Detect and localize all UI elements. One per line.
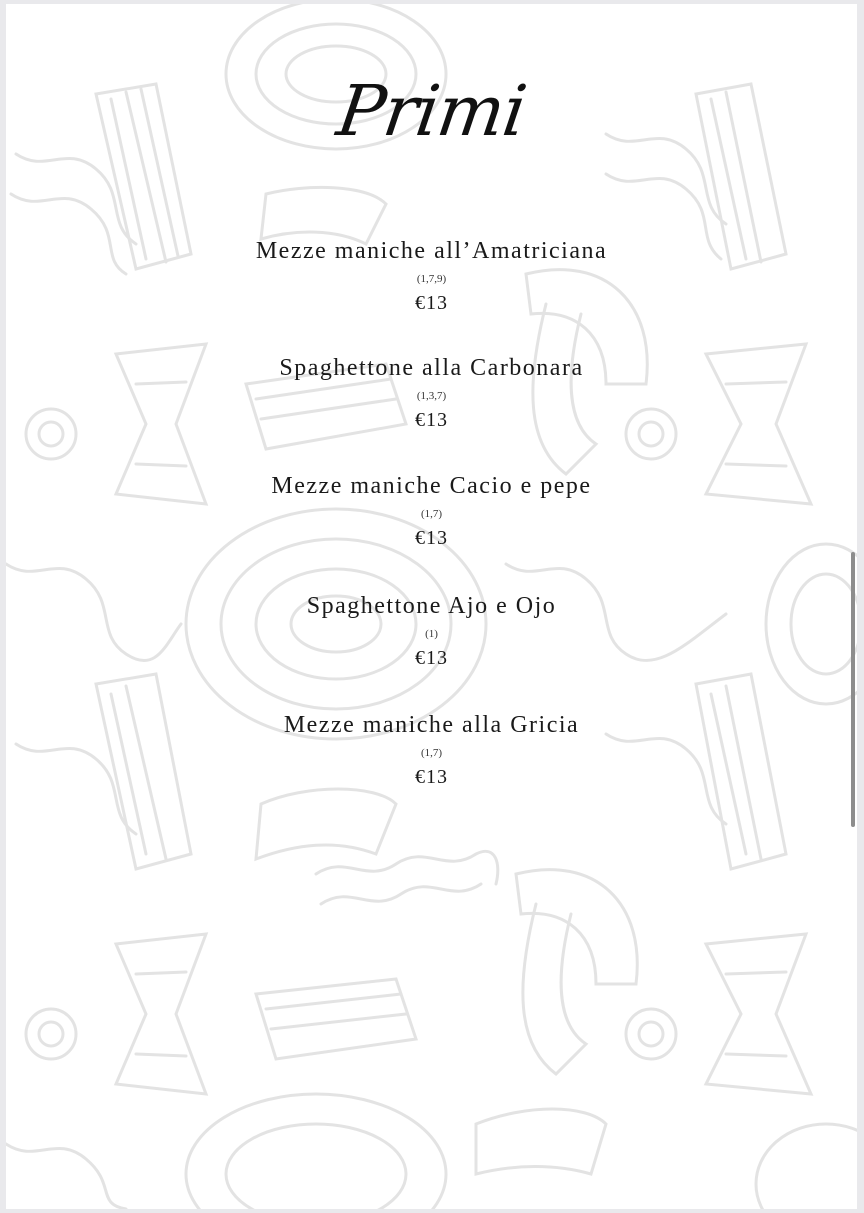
vertical-scrollbar[interactable] (851, 552, 855, 827)
dish-price: €13 (415, 647, 448, 669)
dish-allergens: (1) (425, 628, 438, 640)
dish-allergens: (1,7) (420, 508, 443, 520)
menu-item (6, 237, 857, 314)
dish-allergens: (1,3,7) (416, 390, 447, 402)
menu-item (6, 711, 857, 788)
dish-name: Spaghettone Ajo e Ojo (306, 593, 557, 619)
dish-price: €13 (415, 527, 448, 549)
dish-price: €13 (415, 766, 448, 788)
menu-item (6, 592, 857, 669)
menu-item (6, 472, 857, 549)
dish-allergens: (1,7) (420, 747, 443, 759)
dish-name: Spaghettone alla Carbonara (279, 355, 584, 381)
dish-price: €13 (415, 292, 448, 314)
dish-price: €13 (415, 409, 448, 431)
section-title: Primi (332, 70, 531, 152)
dish-name: Mezze maniche alla Gricia (283, 712, 580, 738)
menu-page (6, 4, 857, 1209)
dish-name: Mezze maniche all’Amatriciana (255, 238, 608, 264)
menu-item (6, 354, 857, 431)
dish-allergens: (1,7,9) (416, 273, 447, 285)
dish-name: Mezze maniche Cacio e pepe (271, 473, 592, 499)
